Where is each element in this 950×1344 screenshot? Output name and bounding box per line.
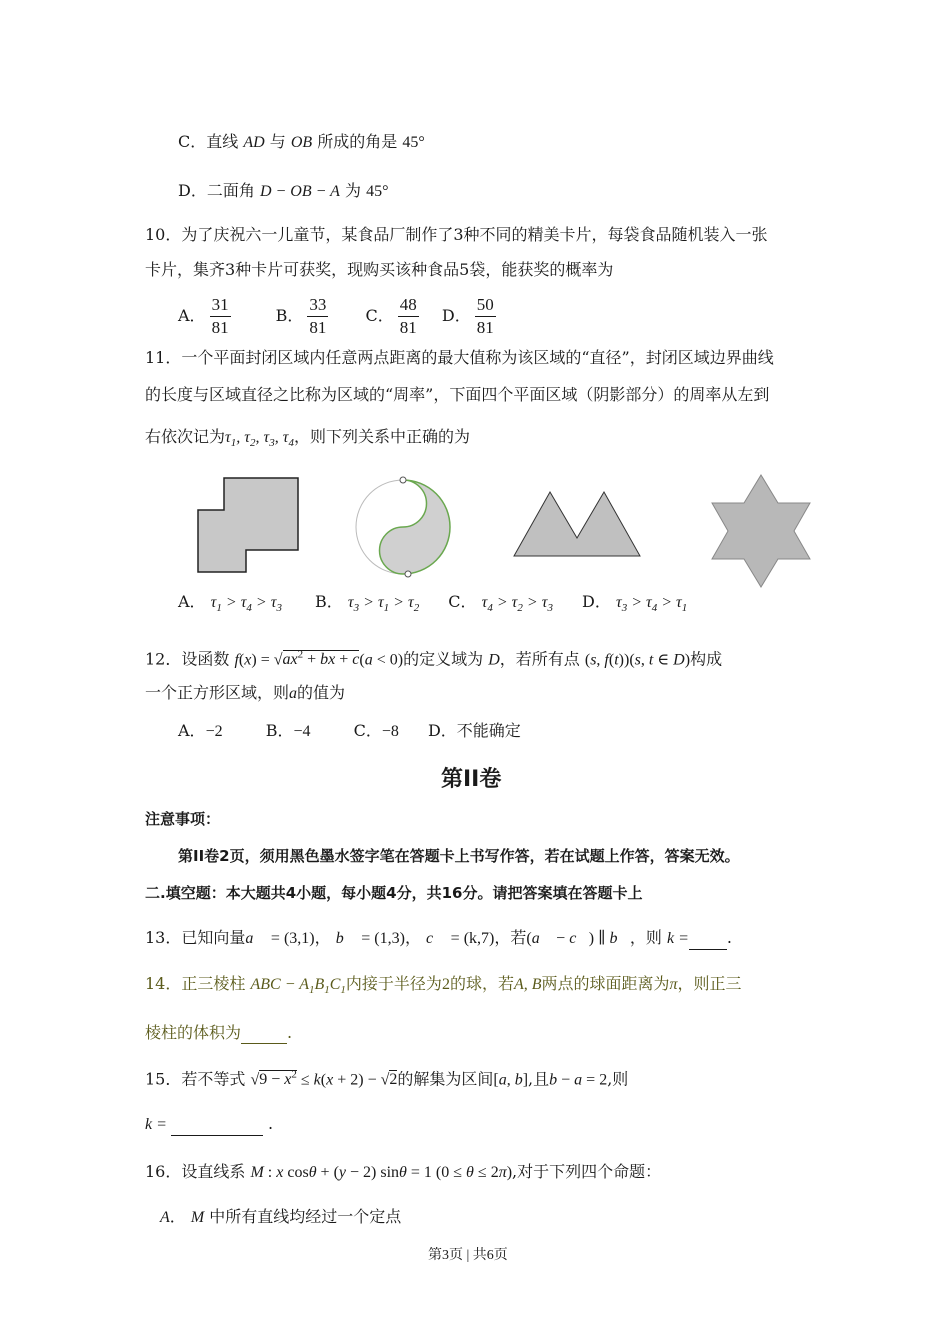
q10-option-a: A． $\frac{31}{81}$ bbox=[178, 295, 229, 337]
figure-hexagram bbox=[712, 475, 810, 587]
q10-opt-a-den: 81 bbox=[211, 318, 229, 337]
q9-optc-suffix: 所成的角是 bbox=[317, 132, 398, 151]
q12-function: f bbox=[234, 651, 239, 669]
q16-opt-a-label: A bbox=[160, 1209, 170, 1226]
q12-line2-suffix: 的值为 bbox=[297, 683, 346, 702]
q12-point-expr: (s, f(t))(s, t ∈ D) bbox=[584, 651, 691, 669]
q10-opt-b-num: 33 bbox=[307, 296, 328, 317]
q14-answer-blank[interactable] bbox=[241, 1043, 287, 1044]
q14-line1: 14．正三棱柱 ABC − $A_1B_1C_1$内接于半径为2的球，若A, B两点的球面距离为π，则正三 bbox=[145, 974, 742, 997]
q15-mid: 的解集为区间 bbox=[397, 1069, 494, 1089]
q12-option-d: D．不能确定 bbox=[427, 721, 521, 740]
q11-tau-list: $\tau_1$, $\tau_2$, $\tau_3$, $\tau_4$ bbox=[225, 429, 294, 450]
q9-option-d bbox=[178, 180, 389, 203]
fill-heading: 二.填空题：本大题共4小题，每小题4分，共16分。请把答案填在答题卡上 bbox=[145, 884, 643, 902]
q11-figures bbox=[190, 470, 830, 590]
q12-domain-d: D bbox=[488, 651, 500, 669]
q14-prism: ABC − $A_1B_1C_1$ bbox=[250, 976, 346, 997]
q16-line1 bbox=[145, 1161, 661, 1184]
q15-line1: 15．若不等式 $√9 - x^2 \le k(x + 2) - √2$的解集为区间[a, b],且b − a = 2,则 bbox=[145, 1069, 629, 1089]
q12-option-b: B．−4 bbox=[265, 721, 311, 740]
q10-option-c: C． $\frac{48}{81}$ bbox=[365, 295, 417, 337]
q15-inequality: $√9 - x^2 \le k(x + 2) - √2$ bbox=[250, 1069, 398, 1089]
figure-taichi bbox=[356, 477, 450, 577]
q13-answer-blank[interactable] bbox=[689, 949, 727, 950]
q12-options bbox=[178, 720, 521, 743]
q15-suffix: ,则 bbox=[607, 1069, 629, 1089]
q12-mid2: ，若所有点 bbox=[499, 649, 580, 669]
q14-mid1: 内接于半径为 bbox=[345, 974, 442, 993]
q9-optc-text: C．直线 bbox=[178, 132, 239, 151]
q12-mid1: 的定义域为 bbox=[403, 649, 484, 669]
q11-line2: 的长度与区域直径之比称为区域的“周率”，下面四个平面区域（阴影部分）的周率从左到 bbox=[145, 385, 770, 404]
q12-line2-prefix: 一个正方形区域，则 bbox=[145, 683, 290, 702]
q11-options bbox=[178, 591, 687, 619]
q13-a-value: = (3,1) bbox=[270, 930, 315, 947]
q15-mid2: ,且 bbox=[528, 1069, 550, 1089]
q14-mid2: 的球，若 bbox=[449, 974, 514, 993]
notice-heading: 注意事项： bbox=[145, 810, 221, 828]
q16-opt-a-m: M bbox=[190, 1209, 205, 1226]
q12-option-a: A．−2 bbox=[178, 721, 223, 740]
q15-answer-blank[interactable] bbox=[171, 1135, 263, 1136]
q12-line1: 12．设函数 $f(x) = √ax^2$ + bx + c(a < 0)的定义域为 D，若所有点 (s, f(t))(s, t ∈ D)构成 bbox=[145, 649, 723, 669]
q12-suffix: 构成 bbox=[690, 649, 723, 669]
q13-prefix: 13．已知向量 bbox=[145, 928, 246, 947]
q10-option-b: B． $\frac{33}{81}$ bbox=[275, 295, 327, 337]
q9-optc-mid: 与 bbox=[269, 132, 286, 151]
q9-optc-ob: OB bbox=[290, 134, 313, 151]
q12-line2: 一个正方形区域，则a的值为 bbox=[145, 683, 346, 702]
q14-mid3: 两点的球面距离为 bbox=[541, 974, 670, 993]
q14-line2: 棱柱的体积为 . bbox=[145, 1023, 293, 1042]
q10-opt-c-den: 81 bbox=[399, 318, 417, 337]
q11-line1: 11．一个平面封闭区域内任意两点距离的最大值称为该区域的“直径”，封闭区域边界曲线 bbox=[145, 348, 774, 367]
q14-radius: 2 bbox=[441, 976, 450, 993]
q11-option-d: D． $\tau_3 > \tau_4 > \tau_1$ bbox=[582, 592, 688, 615]
q11-line3-prefix: 右依次记为 bbox=[145, 427, 226, 446]
q15-line2: k = . bbox=[145, 1113, 273, 1136]
q10-opt-b-den: 81 bbox=[309, 318, 327, 337]
q9-optc-angle: 45° bbox=[402, 134, 425, 151]
q12-option-c: C．−8 bbox=[353, 721, 399, 740]
q10-line1: 10．为了庆祝六一儿童节，某食品厂制作了3种不同的精美卡片，每袋食品随机装入一张 bbox=[145, 225, 768, 244]
q10-options bbox=[178, 292, 500, 340]
q10-opt-a-num: 31 bbox=[210, 296, 231, 317]
q13-k: k = bbox=[667, 930, 689, 947]
q9-optd-mid: 为 bbox=[345, 181, 362, 200]
q11-line3 bbox=[145, 426, 470, 454]
q10-opt-d-den: 81 bbox=[476, 318, 494, 337]
q10-opt-d-num: 50 bbox=[475, 296, 496, 317]
page-footer: 第3页 | 共6页 bbox=[428, 1248, 508, 1263]
q14-prefix: 14．正三棱柱 bbox=[145, 974, 246, 993]
q14-mid4: ，则正三 bbox=[677, 974, 742, 993]
q13-cond-prefix: ，若 bbox=[494, 928, 527, 947]
q14-line2-text: 棱柱的体积为 bbox=[145, 1023, 242, 1042]
figure-two-triangles bbox=[514, 492, 640, 556]
q16-option-a: A． M 中所有直线均经过一个定点 bbox=[160, 1207, 402, 1226]
q16-suffix: ,对于下列四个命题： bbox=[512, 1162, 662, 1181]
q10-line2: 卡片，集齐3种卡片可获奖，现购买该种食品5袋，能获奖的概率为 bbox=[145, 260, 614, 279]
figure-staircase bbox=[198, 478, 298, 572]
q9-optd-angle: 45° bbox=[366, 183, 389, 200]
q11-option-a: A． $\tau_1 > \tau_4 > \tau_3$ bbox=[178, 592, 282, 615]
q16-system: M : x cosθ + (y − 2) sinθ = 1 (0 ≤ θ ≤ 2π) bbox=[250, 1164, 513, 1181]
q13-line: 13．已知向量a⃗ = (3,1)， b⃗ = (1,3)， c⃗ = (k,7)，若(a⃗ − c⃗) ∥ b⃗，则 k = . bbox=[145, 927, 732, 950]
q9-optd-expr: D − OB − A bbox=[259, 183, 340, 200]
q9-optd-text: D．二面角 bbox=[178, 181, 255, 200]
q10-option-d: D． $\frac{50}{81}$ bbox=[441, 295, 494, 337]
q11-option-c: C． $\tau_4 > \tau_2 > \tau_3$ bbox=[448, 592, 553, 615]
q16-prefix: 16．设直线系 bbox=[145, 1162, 246, 1181]
q10-opt-c-num: 48 bbox=[398, 296, 419, 317]
q15-k: k = bbox=[145, 1116, 167, 1133]
q16-opt-a-text: 中所有直线均经过一个定点 bbox=[209, 1207, 402, 1226]
section2-title: 第II卷 bbox=[441, 767, 502, 792]
q13-c-value: = (k,7) bbox=[450, 930, 495, 947]
q13-b-value: = (1,3) bbox=[361, 930, 405, 947]
q11-option-b: B． $\tau_3 > \tau_1 > \tau_2$ bbox=[315, 592, 420, 615]
q9-option-c bbox=[178, 131, 425, 154]
q13-cond-suffix: ，则 bbox=[629, 928, 662, 947]
q9-optc-ad: AD bbox=[243, 134, 265, 151]
q12-prefix: 12．设函数 bbox=[145, 649, 230, 669]
notice-text: 第II卷2页，须用黑色墨水签字笔在答题卡上书写作答，若在试题上作答，答案无效。 bbox=[178, 847, 740, 865]
q15-prefix: 15．若不等式 bbox=[145, 1069, 246, 1089]
q11-line3-suffix: ，则下列关系中正确的为 bbox=[293, 427, 470, 446]
